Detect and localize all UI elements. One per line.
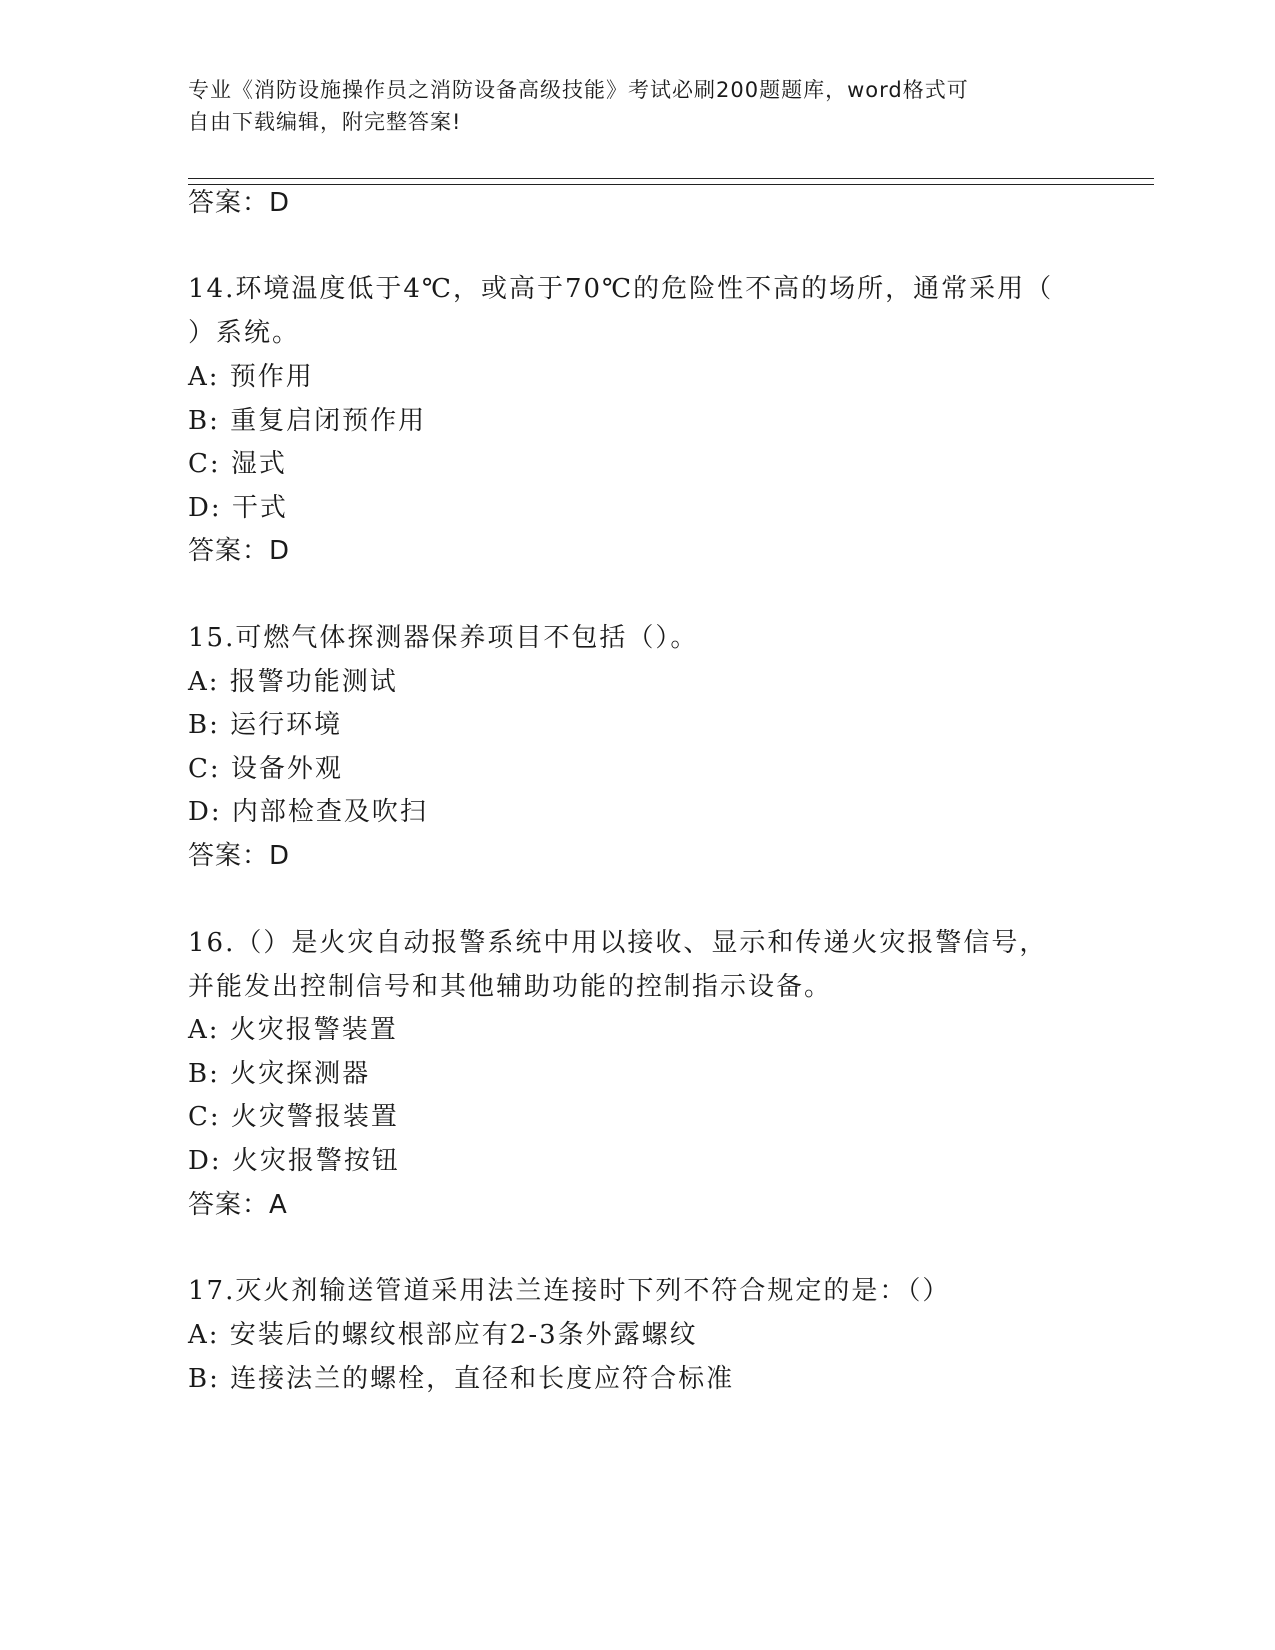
question-15-option-b: B: 运行环境 [188, 710, 343, 740]
header-divider [188, 178, 1154, 185]
question-16-option-b: B: 火灾探测器 [188, 1059, 371, 1089]
question-15-stem-line-1: 15.可燃气体探测器保养项目不包括（）。 [188, 623, 699, 653]
question-14-stem-line-2: ）系统。 [188, 318, 301, 348]
question-16-answer: 答案：A [188, 1190, 288, 1220]
question-15-answer: 答案：D [188, 841, 291, 871]
document-header [188, 74, 1088, 138]
question-14-stem-line-1: 14.环境温度低于4℃，或高于70℃的危险性不高的场所，通常采用（ [188, 274, 1054, 304]
question-14-option-a: A: 预作用 [188, 362, 314, 392]
question-16-option-a: A: 火灾报警装置 [188, 1015, 398, 1045]
question-15-option-c: C: 设备外观 [188, 754, 343, 784]
question-14-option-b: B: 重复启闭预作用 [188, 406, 427, 436]
question-14-option-d: D: 干式 [188, 493, 288, 523]
question-17-stem-line-1: 17.灭火剂输送管道采用法兰连接时下列不符合规定的是：（） [188, 1276, 951, 1306]
question-17-option-a: A: 安装后的螺纹根部应有2-3条外露螺纹 [188, 1320, 698, 1350]
question-17-option-b: B: 连接法兰的螺栓，直径和长度应符合标准 [188, 1364, 735, 1394]
question-16-option-d: D: 火灾报警按钮 [188, 1146, 400, 1176]
question-14-answer: 答案：D [188, 536, 291, 566]
header-line-1: 专业《消防设施操作员之消防设备高级技能》考试必刷200题题库，word格式可 [188, 78, 969, 102]
question-16-stem-line-2: 并能发出控制信号和其他辅助功能的控制指示设备。 [188, 972, 833, 1002]
question-15-option-a: A: 报警功能测试 [188, 667, 398, 697]
question-15-option-d: D: 内部检查及吹扫 [188, 797, 428, 827]
question-14-option-c: C: 湿式 [188, 449, 287, 479]
question-16-stem-line-1: 16.（）是火灾自动报警系统中用以接收、显示和传递火灾报警信号， [188, 928, 1048, 958]
answer-text: 答案：D [188, 188, 291, 218]
header-line-2: 自由下载编辑，附完整答案! [188, 110, 462, 134]
question-16-option-c: C: 火灾警报装置 [188, 1102, 399, 1132]
